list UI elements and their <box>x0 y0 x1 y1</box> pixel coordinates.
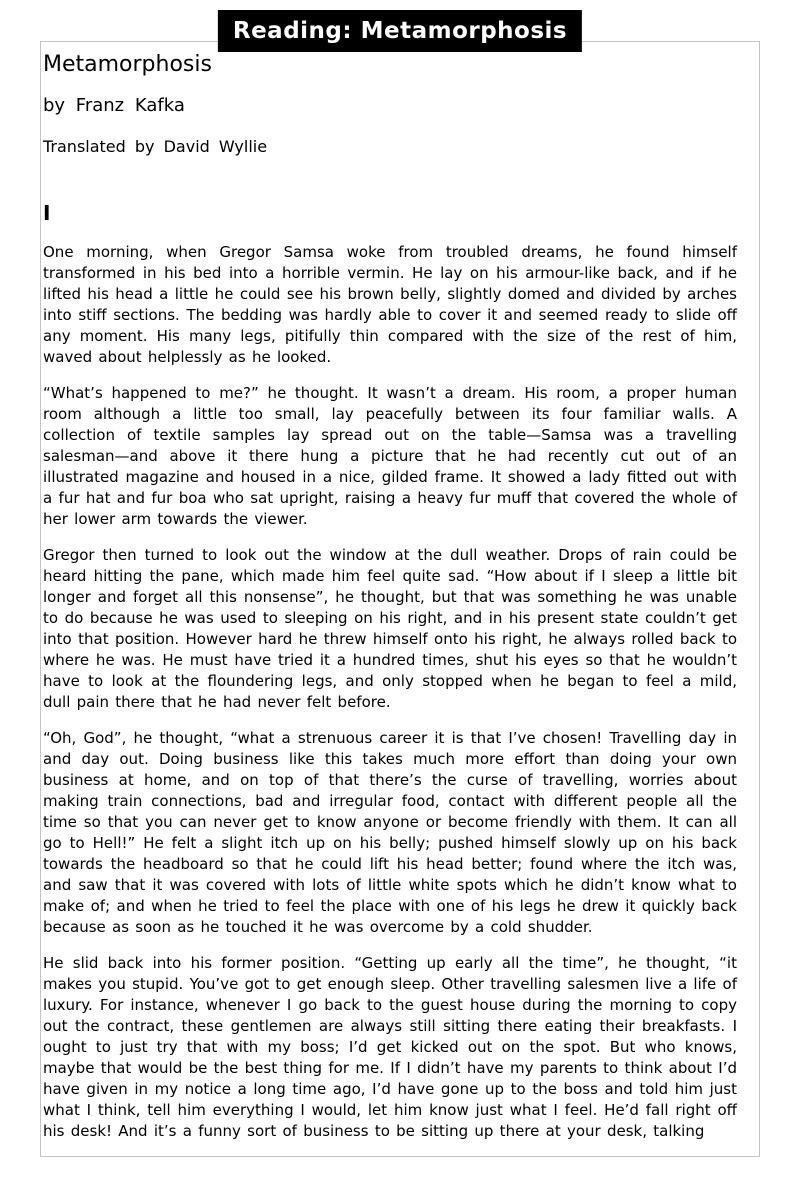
task-banner-label: Reading: Metamorphosis <box>232 18 568 44</box>
book-title: Metamorphosis <box>43 52 212 77</box>
chapter-heading: I <box>43 201 51 226</box>
paragraph-4: “Oh, God”, he thought, “what a strenuous career it is that I’ve chosen! Travelling day in and day out. Doing business like this takes much more effort than doing your own business at home, and on top of that there’s the curse of travelling, worries about making train connections, bad and irregular food, contact with different people all the time so that you can never get to know anyone or become friendly with them. It can all go to Hell!” He felt a slight itch up on his belly; pushed himself slowly up on his back towards the headboard so that he could lift his head better; found where the itch was, and saw that it was covered with lots of little white spots which he didn’t know what to make of; and when he tried to feel the place with one of his legs he drew it quickly back because as soon as he touched it he was overcome by a cold shudder. <box>43 729 737 937</box>
paragraph-3: Gregor then turned to look out the window at the dull weather. Drops of rain could be heard hitting the pane, which made him feel quite sad. “How about if I sleep a little bit longer and forget all this nonsense”, he thought, but that was something he was unable to do because he was used to sleeping on his right, and in his present state couldn’t get into that position. However hard he threw himself onto his right, he always rolled back to where he was. He must have tried it a hundred times, shut his eyes so that he wouldn’t have to look at the floundering legs, and only stopped when he began to feel a mild, dull pain there that he had never felt before. <box>43 546 737 712</box>
paragraph-1: One morning, when Gregor Samsa woke from troubled dreams, he found himself transformed in his bed into a horrible vermin. He lay on his armour-like back, and if he lifted his head a little he could see his brown belly, slightly domed and divided by arches into stiff sections. The bedding was hardly able to cover it and seemed ready to slide off any moment. His many legs, pitifully thin compared with the size of the rest of him, waved about helplessly as he looked. <box>43 243 737 367</box>
paragraph-2: “What’s happened to me?” he thought. It wasn’t a dream. His room, a proper human room although a little too small, lay peacefully between its four familiar walls. A collection of textile samples lay spread out on the table—Samsa was a travelling salesman—and above it there hung a picture that he had recently cut out of an illustrated magazine and housed in a nice, gilded frame. It showed a lady fitted out with a fur hat and fur boa who sat upright, raising a heavy fur muff that covered the whole of her lower arm towards the viewer. <box>43 384 737 529</box>
document-page <box>40 41 760 1157</box>
author-line: by Franz Kafka <box>43 95 185 117</box>
task-banner <box>218 10 582 52</box>
paragraph-5: He slid back into his former position. “Getting up early all the time”, he thought, “it makes you stupid. You’ve got to get enough sleep. Other travelling salesmen live a life of luxury. For instance, whenever I go back to the guest house during the morning to copy out the contract, these gentlemen are always still sitting there eating their breakfasts. I ought to just try that with my boss; I’d get kicked out on the spot. But who knows, maybe that would be the best thing for me. If I didn’t have my parents to think about I’d have given in my notice a long time ago, I’d have gone up to the boss and told him just what I think, tell him everything I would, let him know just what I feel. He’d fall right off his desk! And it’s a funny sort of business to be sitting up there at your desk, talking <box>43 954 737 1141</box>
translator-line: Translated by David Wyllie <box>43 136 268 156</box>
